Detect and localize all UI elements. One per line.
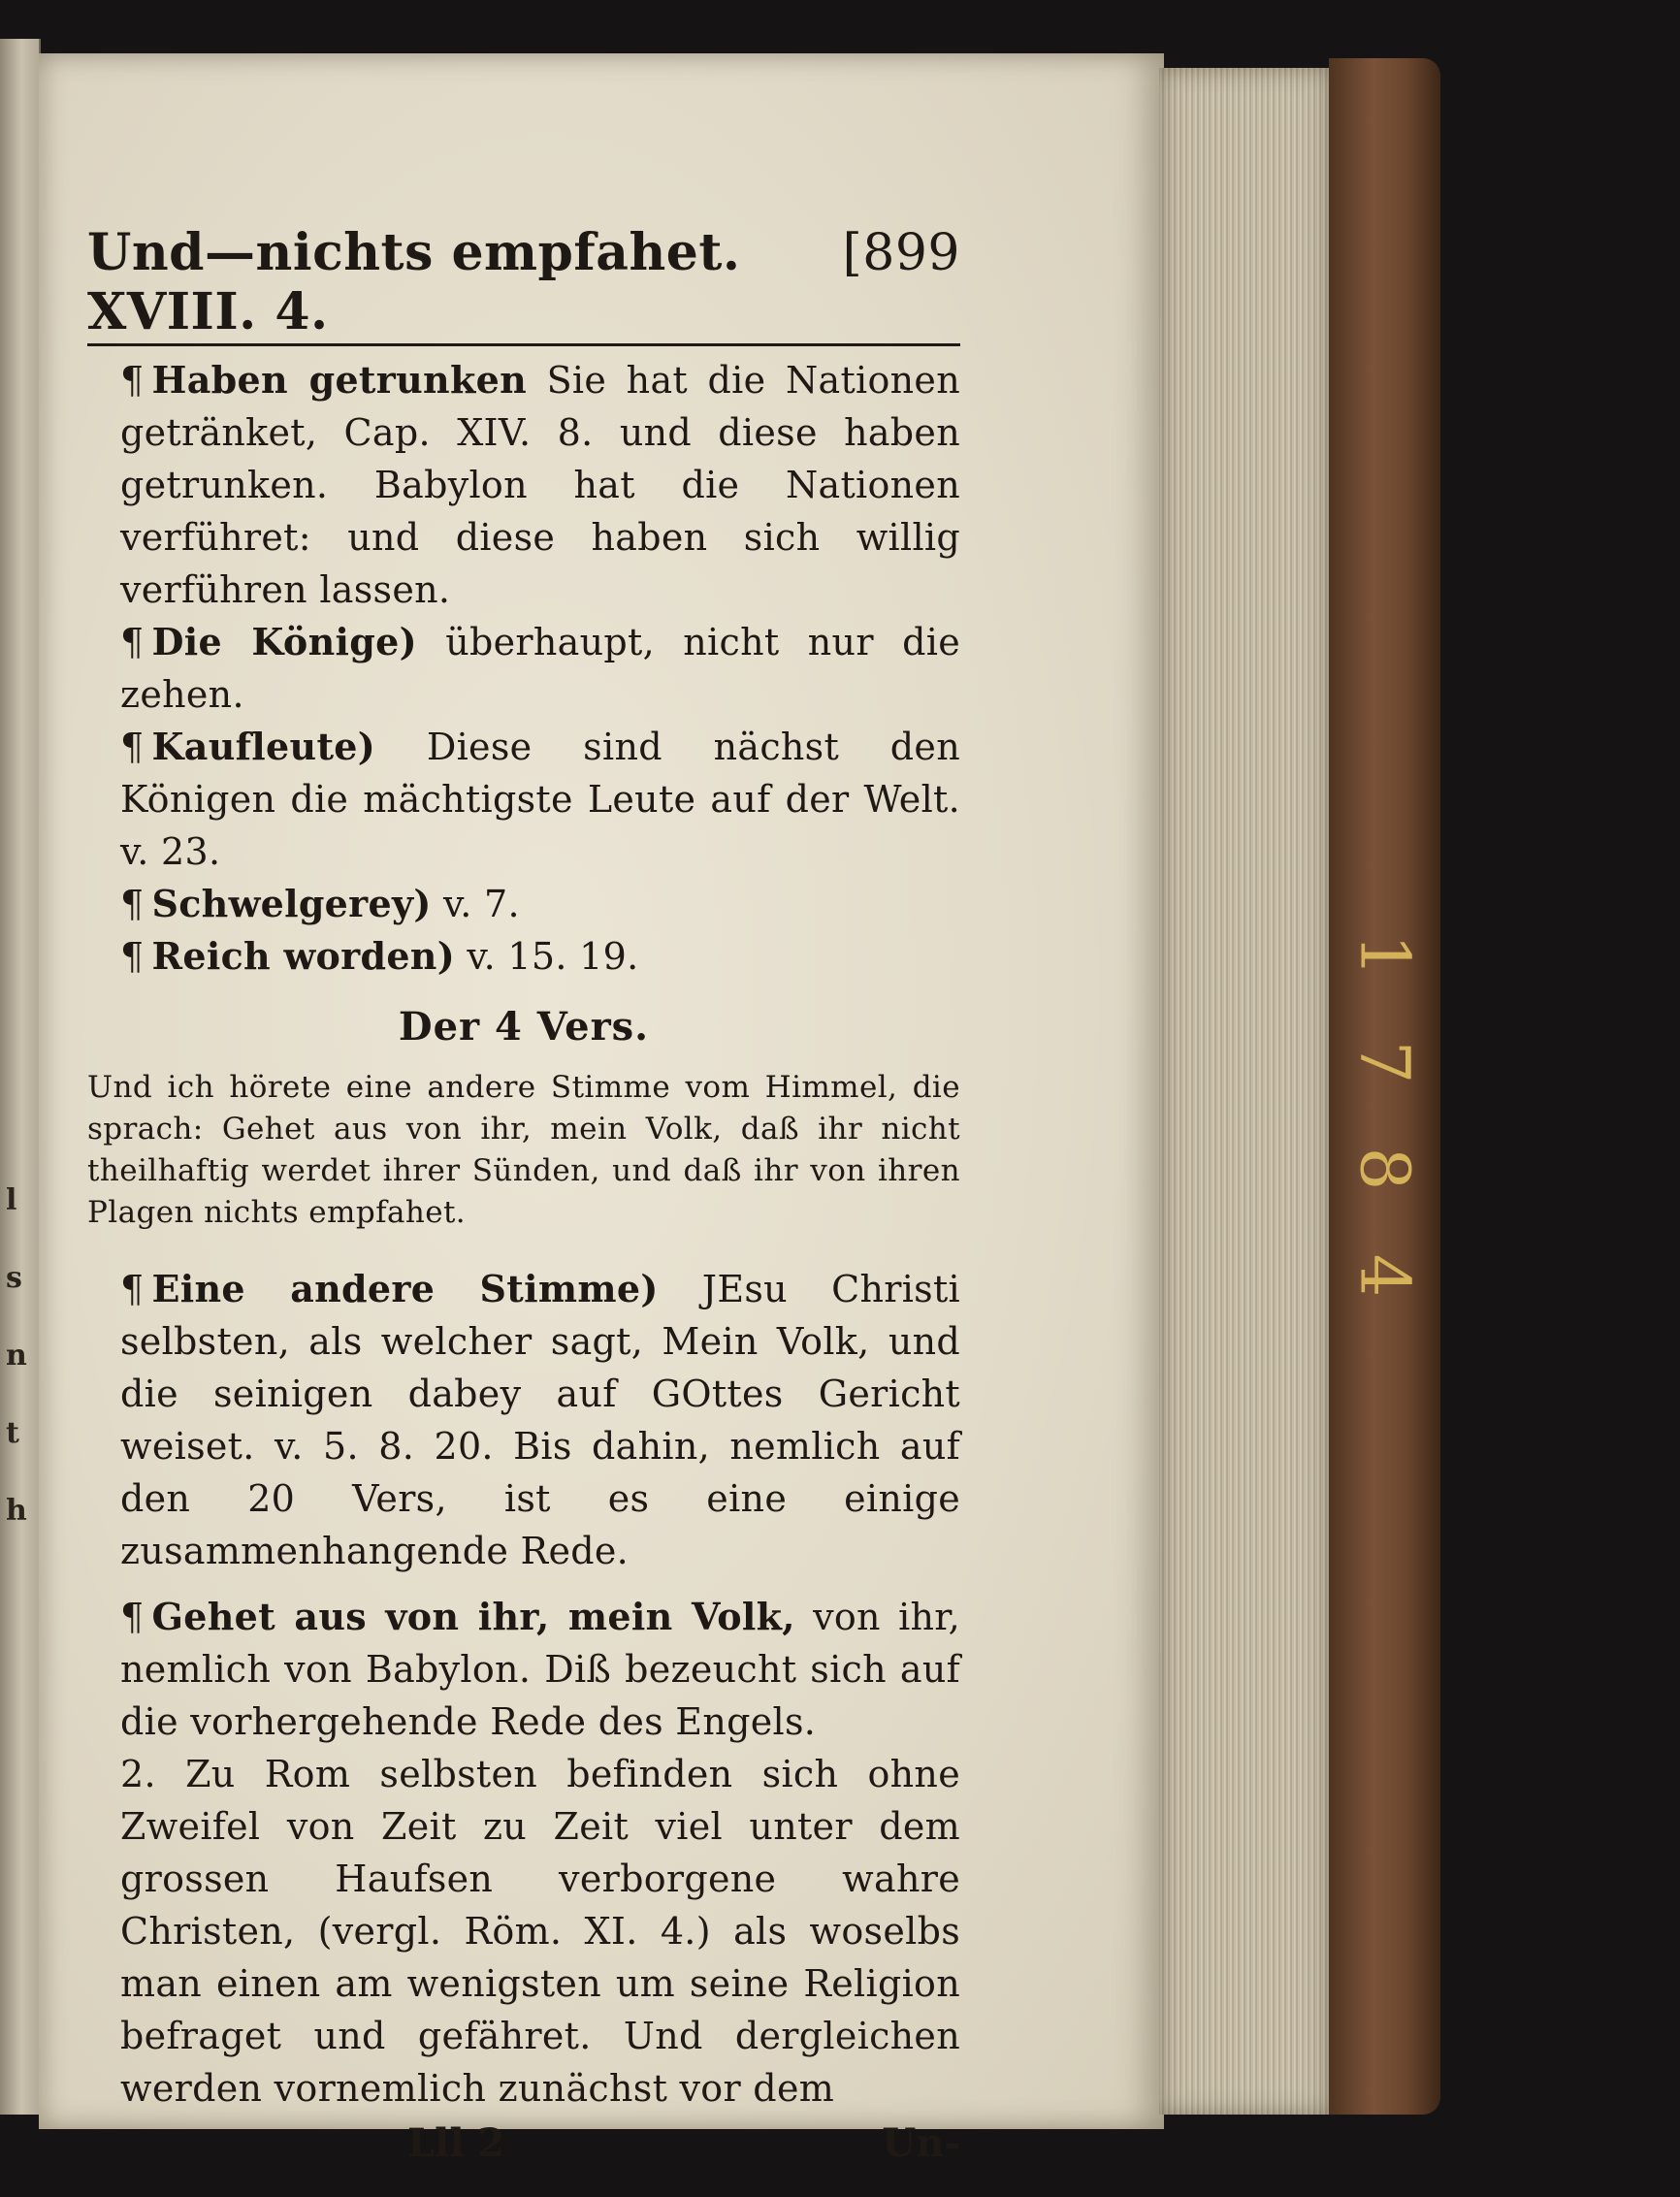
- left-page-fragment: n: [6, 1339, 27, 1373]
- paragraph: [87, 616, 960, 721]
- spine-digit: 7: [1344, 1040, 1425, 1084]
- pilcrow-icon: ¶: [120, 1268, 145, 1310]
- spine-digit: 4: [1344, 1253, 1425, 1298]
- paragraph-text: v. 7.: [443, 883, 520, 925]
- paragraph: [87, 721, 960, 878]
- pilcrow-icon: ¶: [120, 1596, 145, 1638]
- paragraph: [87, 878, 960, 930]
- paragraph: [87, 1263, 960, 1577]
- paragraph: [87, 1748, 960, 2115]
- lemma: Eine andere Stimme): [151, 1267, 659, 1310]
- verse-heading: Der 4 Vers.: [398, 1004, 650, 1050]
- pilcrow-icon: ¶: [120, 935, 145, 978]
- pilcrow-icon: ¶: [120, 621, 145, 663]
- pilcrow-icon: ¶: [120, 883, 145, 925]
- lemma: Gehet aus von ihr, mein Volk,: [151, 1595, 795, 1638]
- left-page-fragment: t: [6, 1416, 19, 1450]
- pilcrow-icon: ¶: [120, 726, 145, 768]
- page-number: [899: [842, 224, 960, 282]
- paragraph: [87, 1591, 960, 1748]
- paragraph-text: von ihr, nemlich von Babylon. Diß bezeucht sich auf die vorhergehende Rede des Engels.: [120, 1596, 960, 1743]
- spine-digit: 8: [1344, 1147, 1425, 1191]
- lemma: Haben getrunken: [151, 358, 527, 402]
- paragraph-text: 2. Zu Rom selbsten befinden sich ohne Zweifel von Zeit zu Zeit viel unter dem grossen Haufsen verborgene wahre Christen, (vergl. Röm. XI. 4.) als woselbs man einen am wenigsten um seine Religion befraget und gefähret. Und dergleichen werden vornemlich zunächst vor dem: [120, 1753, 960, 2110]
- catchword: Un-: [882, 2120, 960, 2166]
- spine-digit: 1: [1344, 933, 1425, 978]
- lemma: Schwelgerey): [151, 882, 432, 925]
- lemma: Die Könige): [151, 620, 417, 663]
- paragraph: [87, 930, 960, 983]
- paragraph-text: Diese sind nächst den Königen die mächtigste Leute auf der Welt. v. 23.: [120, 726, 960, 873]
- lemma: Reich worden): [151, 934, 456, 978]
- paragraph: [87, 354, 960, 616]
- paragraph-text: JEsu Christi selbsten, als welcher sagt, Mein Volk, und die seinigen dabey auf GOttes Gericht weiset. v. 5. 8. 20. Bis dahin, nemlich auf den 20 Vers, ist es eine einige zusammenhangende Rede.: [120, 1268, 961, 1572]
- paragraph-text: v. 15. 19.: [467, 935, 639, 978]
- page-edges: [1159, 68, 1329, 2115]
- left-page-edge: [0, 39, 41, 2115]
- left-page-fragment: l: [6, 1183, 17, 1217]
- pilcrow-icon: ¶: [120, 359, 145, 402]
- page-text-block: [87, 223, 960, 2166]
- paragraph-text: überhaupt, nicht nur die zehen.: [120, 621, 960, 716]
- left-page-fragment: h: [6, 1494, 27, 1528]
- signature-mark: Lll 2: [407, 2120, 505, 2166]
- spine-label: [1339, 902, 1431, 1329]
- running-head-title: Und—nichts empfahet. XVIII. 4.: [87, 223, 741, 341]
- book-page: [39, 53, 1164, 2166]
- running-head: [87, 223, 960, 346]
- left-page-fragment: s: [6, 1261, 22, 1295]
- lemma: Kaufleute): [151, 725, 376, 768]
- verse-text: Und ich hörete eine andere Stimme vom Himmel, die sprach: Gehet aus von ihr, mein Volk, daß ihr nicht theilhaftig werdet ihrer Sünden, und daß ihr von ihren Plagen nichts empfahet.: [87, 1070, 960, 1230]
- page-footer: [87, 2120, 960, 2166]
- paragraph-text: Sie hat die Nationen getränket, Cap. XIV. 8. und diese haben getrunken. Babylon hat die Nationen verführet: und diese haben sich willig verführen lassen.: [120, 359, 960, 611]
